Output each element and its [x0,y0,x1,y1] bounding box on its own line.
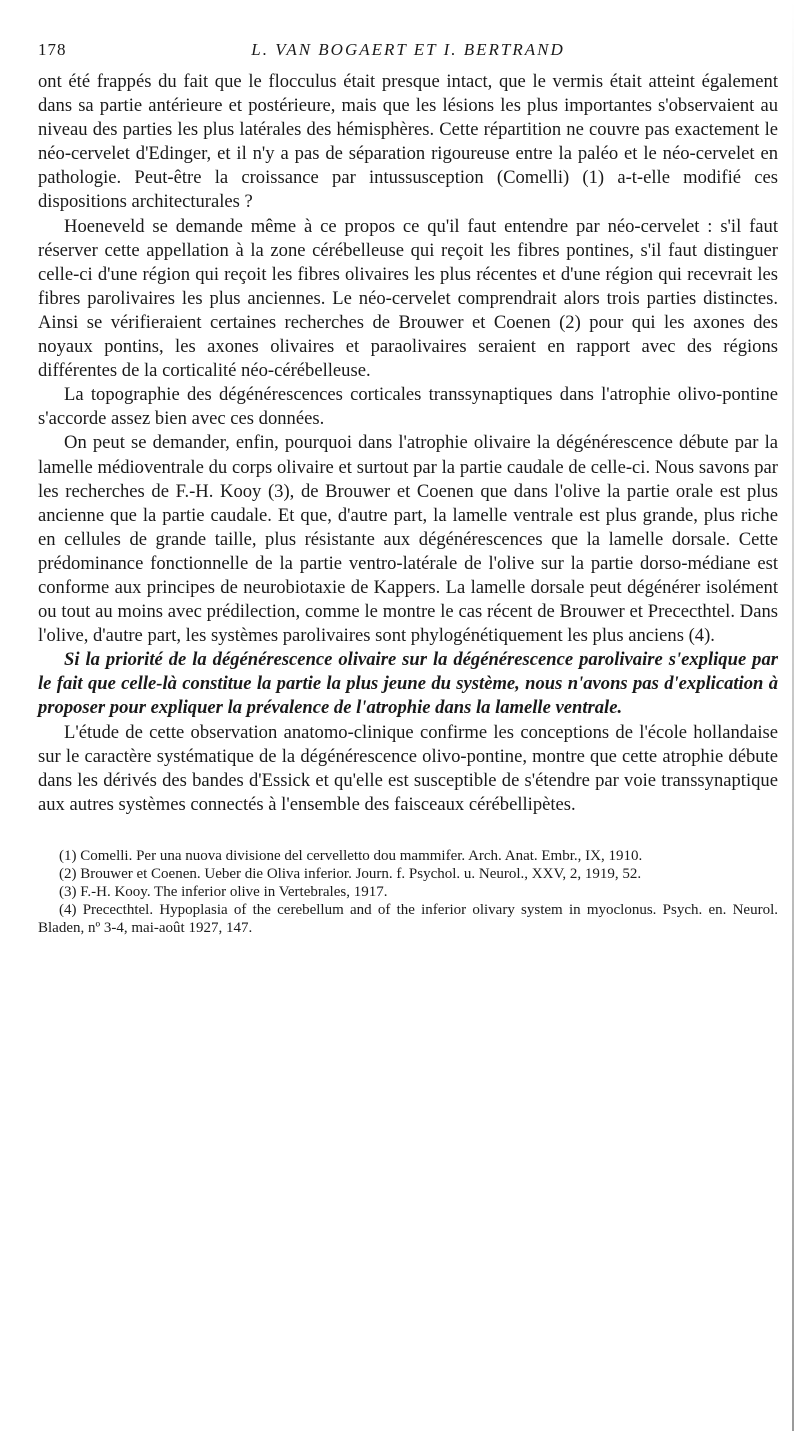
footnote: (4) Prececthtel. Hypoplasia of the cerebellum and of the inferior olivary system in myoclonus. Psych. en. Neurol. Bladen, nº 3-4, mai-août 1927, 147. [38,901,778,936]
running-title: L. VAN BOGAERT ET I. BERTRAND [251,40,565,59]
page [38,40,778,937]
paragraph: ont été frappés du fait que le flocculus était presque intact, que le vermis était atteint également dans sa partie antérieure et postérieure, mais que les lésions les plus importantes s'observaient au niveau des parties les plus latérales des hémisphères. Cette répartition ne couvre pas exactement le néo-cervelet d'Edinger, et il n'y a pas de séparation rigoureuse entre la paléo et le néo-cervelet en pathologie. Peut-être la croissance par intussusception (Comelli) (1) a-t-elle modifié ces dispositions architecturales ? [38,71,778,213]
paragraph: L'étude de cette observation anatomo-clinique confirme les conceptions de l'école hollandaise sur le caractère systématique de la dégénérescence olivo-pontine, montre que cette atrophie débute dans les dérivés des bandes d'Essick et qu'elle est susceptible de s'étendre par voie transsynaptique aux autres systèmes connectés à l'ensemble des faisceaux cérébellipètes. [38,721,778,815]
paragraph: Hoeneveld se demande même à ce propos ce qu'il faut entendre par néo-cervelet : s'il faut réserver cette appellation à la zone cérébelleuse qui reçoit les fibres pontines, s'il faut distinguer celle-ci d'une région qui reçoit les fibres olivaires les plus récentes et d'une région qui recevrait les fibres parolivaires les plus anciennes. Le néo-cervelet comprendrait alors trois parties distinctes. Ainsi se vérifieraient certaines recherches de Brouwer et Coenen (2) pour qui les axones des noyaux pontins, les axones olivaires et paraolivaires seraient en rapport avec des régions différentes de la corticalité néo-cérébelleuse. [38,215,778,382]
emphasized-paragraph: Si la priorité de la dégénérescence olivaire sur la dégénérescence parolivaire s'explique par le fait que celle-là constitue la partie la plus jeune du système, nous n'avons pas d'explication à proposer pour expliquer la prévalence de l'atrophie dans la lamelle ventrale. [38,649,778,719]
running-head [38,40,778,70]
footnote: (1) Comelli. Per una nuova divisione del cervelletto dou mammifer. Arch. Anat. Embr., IX, 1910. [59,847,643,864]
footnote: (2) Brouwer et Coenen. Ueber die Oliva inferior. Journ. f. Psychol. u. Neurol., XXV, 2, 1919, 52. [59,865,642,882]
paragraph: On peut se demander, enfin, pourquoi dans l'atrophie olivaire la dégénérescence débute par la lamelle médioventrale du corps olivaire et surtout par la partie caudale de celle-ci. Nous savons par les recherches de F.-H. Kooy (3), de Brouwer et Coenen que dans l'olive la partie orale est plus ancienne que la partie caudale. Et que, d'autre part, la lamelle ventrale est plus grande, plus riche en cellules de grande taille, plus résistante aux dégénérescences que la lamelle dorsale. Cette prédominance fonctionnelle de la partie ventro-latérale de l'olive sur la partie dorso-médiane est conforme aux principes de neurobiotaxie de Kappers. La lamelle dorsale peut dégénérer isolément ou tout au moins avec prédilection, comme le montre le cas récent de Brouwer et Prececthtel. Dans l'olive, d'autre part, les systèmes parolivaires sont phylogénétiquement les plus anciens (4). [38,432,778,647]
page-number: 178 [38,40,67,59]
page-edge-shadow [792,0,794,1431]
footnote: (3) F.-H. Kooy. The inferior olive in Vertebrales, 1917. [59,883,388,900]
paragraph: La topographie des dégénérescences corticales transsynaptiques dans l'atrophie olivo-pontine s'accorde assez bien avec ces données. [38,384,778,430]
body-text [38,70,778,817]
footnotes [38,847,778,937]
